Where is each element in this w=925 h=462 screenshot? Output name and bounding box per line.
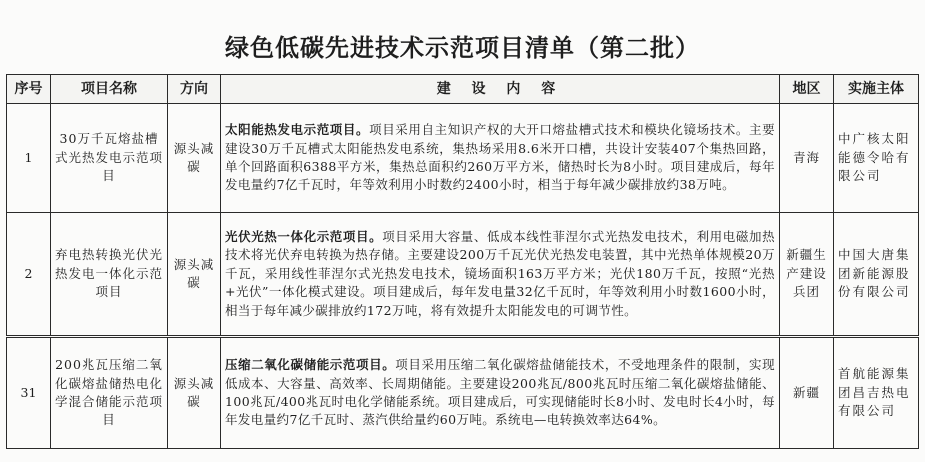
header-no: 序号 xyxy=(7,75,51,104)
content-lead: 太阳能热发电示范项目。 xyxy=(225,122,370,138)
row-no: 31 xyxy=(7,337,51,449)
content-lead: 压缩二氧化碳储能示范项目。 xyxy=(225,357,396,373)
row-entity: 首航能源集团昌吉热电有限公司 xyxy=(834,337,919,449)
header-name: 项目名称 xyxy=(51,75,168,104)
row-name: 200兆瓦压缩二氧化碳熔盐储热电化学混合储能示范项目 xyxy=(51,337,168,449)
row-direction: 源头减碳 xyxy=(168,104,221,213)
row-name: 30万千瓦熔盐槽式光热发电示范项目 xyxy=(51,104,168,213)
content-body: 项目采用压缩二氧化碳熔盐储能技术，不受地理条件的限制，实现低成本、大容量、高效率、长周期储能。主要建设200兆瓦/800兆瓦时压缩二氧化碳熔盐储能、100兆瓦/400兆瓦时电化学储能系统。项目建成后，可实现储能时长8小时、发电时长4小时，每年发电量约7亿千瓦时、蒸汽供给量约60万吨。系统电—电转换效率达64%。 xyxy=(225,357,775,428)
row-no: 1 xyxy=(7,104,51,213)
row-region: 新疆 xyxy=(780,337,834,449)
row-name: 弃电热转换光伏光热发电一体化示范项目 xyxy=(51,213,168,337)
row-direction: 源头减碳 xyxy=(168,337,221,449)
content-body: 项目采用自主知识产权的大开口熔盐槽式技术和模块化镜场技术。主要建设30万千瓦槽式太阳能热发电系统，集热场采用8.6米开口槽，共设计安装407个集热回路，单个回路面积6388平方米，集热总面积约260万平方米，储热时长为8小时。项目建成后，每年发电量约7亿千瓦时，年等效利用小时数约2400小时，相当于每年减少碳排放约38万吨。 xyxy=(225,122,776,193)
row-entity: 中国大唐集团新能源股份有限公司 xyxy=(834,213,919,337)
header-direction: 方向 xyxy=(168,75,221,104)
content-body: 项目采用大容量、低成本线性菲涅尔式光热发电技术，利用电磁加热技术将光伏弃电转换为热存储。主要建设200万千瓦光伏光热发电装置，其中光热单体规模20万千瓦，采用线性菲涅尔式光热发电技术，镜场面积163万平方米；光伏180万千瓦，按照“光热+光伏”一体化模式建设。项目建成后，每年发电量32亿千瓦时，年等效利用小时数1600小时，相当于每年减少碳排放约172万吨，将有效提升太阳能发电的可调节性。 xyxy=(225,228,775,318)
row-content xyxy=(221,337,780,449)
table-row xyxy=(7,104,919,213)
header-entity: 实施主体 xyxy=(834,75,919,104)
table-row xyxy=(7,337,919,449)
header-region: 地区 xyxy=(780,75,834,104)
content-lead: 光伏光热一体化示范项目。 xyxy=(225,228,383,244)
table-header-row xyxy=(7,75,919,104)
row-region: 新疆生产建设兵团 xyxy=(780,213,834,337)
table-row xyxy=(7,213,919,337)
project-table xyxy=(6,74,919,449)
row-region: 青海 xyxy=(780,104,834,213)
header-content: 建 设 内 容 xyxy=(221,75,780,104)
row-content xyxy=(221,104,780,213)
page-title: 绿色低碳先进技术示范项目清单（第二批） xyxy=(225,33,700,62)
row-content xyxy=(221,213,780,337)
row-direction: 源头减碳 xyxy=(168,213,221,337)
row-entity: 中广核太阳能德令哈有限公司 xyxy=(834,104,919,213)
row-no: 2 xyxy=(7,213,51,337)
